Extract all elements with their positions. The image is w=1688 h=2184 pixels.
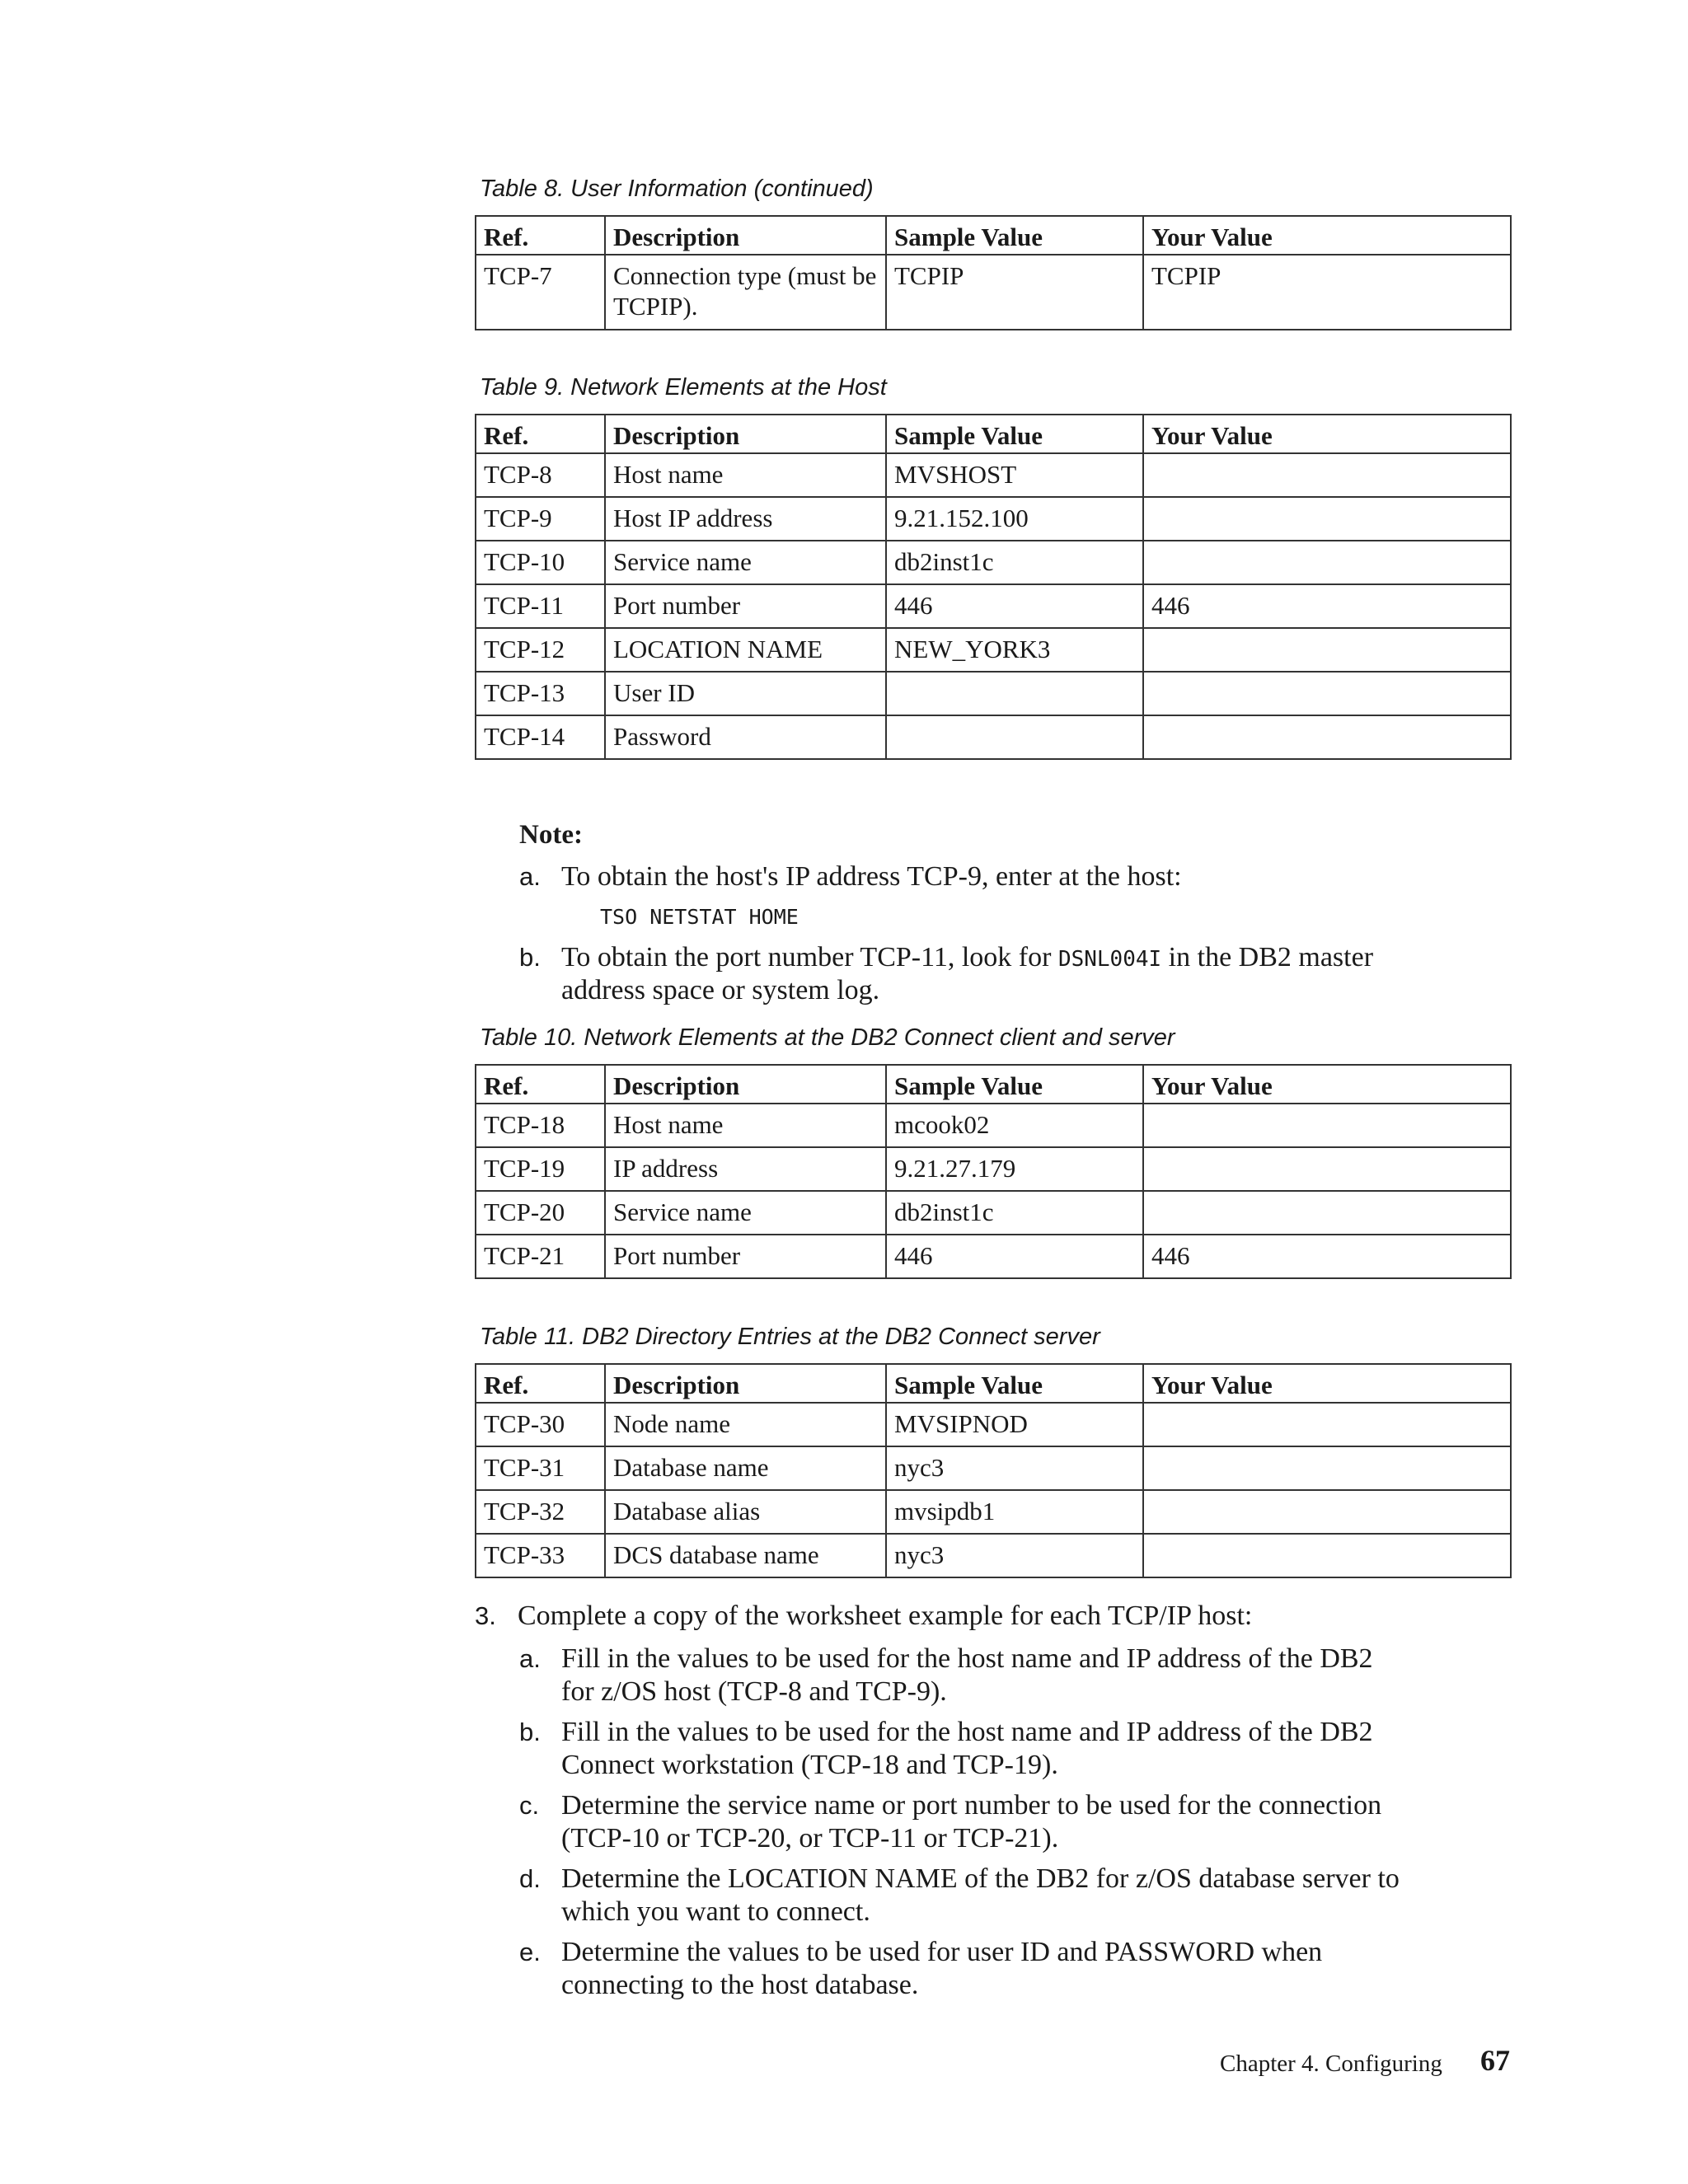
cell-your-value xyxy=(1143,1403,1511,1446)
cell-ref: TCP-14 xyxy=(476,715,605,759)
cell-sample-value: mvsipdb1 xyxy=(886,1490,1143,1534)
cell-ref: TCP-13 xyxy=(476,672,605,715)
table-11-caption: Table 11. DB2 Directory Entries at the DB2 Connect server xyxy=(480,1324,1100,1350)
step-3c-marker: c. xyxy=(519,1791,540,1820)
cell-description: Node name xyxy=(605,1403,886,1446)
cell-ref: TCP-19 xyxy=(476,1147,605,1191)
header-sample-value: Sample Value xyxy=(886,415,1143,453)
table-9-caption: Table 9. Network Elements at the Host xyxy=(480,374,887,401)
cell-sample-value: nyc3 xyxy=(886,1534,1143,1577)
note-b-line2: address space or system log. xyxy=(561,975,880,1005)
cell-sample-value: NEW_YORK3 xyxy=(886,628,1143,672)
step-3d-line2: which you want to connect. xyxy=(561,1896,870,1927)
table-row xyxy=(476,1235,1511,1278)
cell-your-value xyxy=(1143,1534,1511,1577)
step-3-text: Complete a copy of the worksheet example for each TCP/IP host: xyxy=(518,1601,1253,1631)
cell-sample-value: db2inst1c xyxy=(886,541,1143,584)
header-ref: Ref. xyxy=(476,1364,605,1403)
cell-sample-value: 446 xyxy=(886,584,1143,628)
cell-description: Password xyxy=(605,715,886,759)
table-row xyxy=(476,541,1511,584)
cell-sample-value: nyc3 xyxy=(886,1446,1143,1490)
page-number: 67 xyxy=(1480,2044,1510,2077)
step-3a-line2: for z/OS host (TCP-8 and TCP-9). xyxy=(561,1676,947,1707)
step-3b-line2: Connect workstation (TCP-18 and TCP-19). xyxy=(561,1750,1058,1780)
cell-description: Service name xyxy=(605,1191,886,1235)
table-row xyxy=(476,1490,1511,1534)
cell-ref: TCP-8 xyxy=(476,453,605,497)
step-3b-line1: Fill in the values to be used for the host name and IP address of the DB2 xyxy=(561,1717,1373,1747)
header-sample-value: Sample Value xyxy=(886,1065,1143,1104)
cell-description: Database alias xyxy=(605,1490,886,1534)
cell-your-value xyxy=(1143,715,1511,759)
table-row xyxy=(476,453,1511,497)
header-sample-value: Sample Value xyxy=(886,1364,1143,1403)
header-ref: Ref. xyxy=(476,216,605,255)
cell-sample-value: db2inst1c xyxy=(886,1191,1143,1235)
header-description: Description xyxy=(605,1065,886,1104)
table-8-caption: Table 8. User Information (continued) xyxy=(480,176,874,202)
step-3b-marker: b. xyxy=(519,1718,541,1746)
cell-your-value xyxy=(1143,672,1511,715)
table-row xyxy=(476,715,1511,759)
note-a-marker: a. xyxy=(519,862,541,891)
step-3c-line1: Determine the service name or port number to be used for the connection xyxy=(561,1790,1382,1821)
table-header-row xyxy=(476,415,1511,453)
cell-sample-value: 9.21.152.100 xyxy=(886,497,1143,541)
cell-sample-value: MVSIPNOD xyxy=(886,1403,1143,1446)
cell-description: Port number xyxy=(605,1235,886,1278)
cell-description: Connection type (must be TCPIP). xyxy=(605,255,886,330)
table-row xyxy=(476,628,1511,672)
cell-your-value xyxy=(1143,1147,1511,1191)
header-your-value: Your Value xyxy=(1143,415,1511,453)
step-3d-line1: Determine the LOCATION NAME of the DB2 for z/OS database server to xyxy=(561,1863,1400,1894)
note-a-code: TSO NETSTAT HOME xyxy=(600,905,799,929)
step-3e-line1: Determine the values to be used for user ID and PASSWORD when xyxy=(561,1937,1323,1967)
cell-your-value xyxy=(1143,1490,1511,1534)
cell-your-value: 446 xyxy=(1143,1235,1511,1278)
table-row xyxy=(476,255,1511,330)
table-header-row xyxy=(476,1065,1511,1104)
footer-chapter: Chapter 4. Configuring xyxy=(1220,2050,1442,2077)
note-b-text-before: To obtain the port number TCP-11, look for xyxy=(561,942,1058,972)
header-sample-value: Sample Value xyxy=(886,216,1143,255)
cell-description: LOCATION NAME xyxy=(605,628,886,672)
cell-description: Port number xyxy=(605,584,886,628)
step-3d-marker: d. xyxy=(519,1864,541,1893)
header-your-value: Your Value xyxy=(1143,1065,1511,1104)
note-b-text xyxy=(561,940,1373,977)
table-row xyxy=(476,1446,1511,1490)
table-row xyxy=(476,497,1511,541)
cell-sample-value: mcook02 xyxy=(886,1104,1143,1147)
cell-ref: TCP-18 xyxy=(476,1104,605,1147)
cell-description: DCS database name xyxy=(605,1534,886,1577)
table-row xyxy=(476,1403,1511,1446)
cell-sample-value xyxy=(886,715,1143,759)
table-10-network-elements-client-server xyxy=(475,1064,1512,1279)
table-row xyxy=(476,584,1511,628)
note-a-text: To obtain the host's IP address TCP-9, enter at the host: xyxy=(561,861,1182,892)
cell-ref: TCP-21 xyxy=(476,1235,605,1278)
cell-ref: TCP-7 xyxy=(476,255,605,330)
note-label: Note: xyxy=(519,820,583,850)
table-10-caption: Table 10. Network Elements at the DB2 Connect client and server xyxy=(480,1024,1175,1051)
cell-description: Host IP address xyxy=(605,497,886,541)
table-9-network-elements-host xyxy=(475,414,1512,760)
cell-your-value xyxy=(1143,628,1511,672)
cell-your-value xyxy=(1143,1104,1511,1147)
table-11-db2-directory-entries xyxy=(475,1363,1512,1578)
cell-your-value xyxy=(1143,453,1511,497)
table-row xyxy=(476,1147,1511,1191)
table-row xyxy=(476,1534,1511,1577)
header-ref: Ref. xyxy=(476,1065,605,1104)
table-row xyxy=(476,672,1511,715)
step-3a-line1: Fill in the values to be used for the host name and IP address of the DB2 xyxy=(561,1643,1373,1674)
step-3c-line2: (TCP-10 or TCP-20, or TCP-11 or TCP-21). xyxy=(561,1823,1059,1854)
table-row xyxy=(476,1104,1511,1147)
note-b-text-after: in the DB2 master xyxy=(1161,942,1374,972)
note-b-code: DSNL004I xyxy=(1057,947,1162,972)
cell-description: Host name xyxy=(605,1104,886,1147)
cell-sample-value: 9.21.27.179 xyxy=(886,1147,1143,1191)
table-8-user-information xyxy=(475,215,1512,330)
cell-your-value: 446 xyxy=(1143,584,1511,628)
table-row xyxy=(476,1191,1511,1235)
cell-your-value xyxy=(1143,1191,1511,1235)
table-header-row xyxy=(476,1364,1511,1403)
header-ref: Ref. xyxy=(476,415,605,453)
cell-sample-value: 446 xyxy=(886,1235,1143,1278)
cell-ref: TCP-11 xyxy=(476,584,605,628)
step-3e-marker: e. xyxy=(519,1938,541,1966)
cell-ref: TCP-12 xyxy=(476,628,605,672)
header-description: Description xyxy=(605,216,886,255)
cell-ref: TCP-33 xyxy=(476,1534,605,1577)
cell-sample-value xyxy=(886,672,1143,715)
header-your-value: Your Value xyxy=(1143,216,1511,255)
header-description: Description xyxy=(605,415,886,453)
cell-description: User ID xyxy=(605,672,886,715)
cell-ref: TCP-10 xyxy=(476,541,605,584)
cell-ref: TCP-31 xyxy=(476,1446,605,1490)
cell-ref: TCP-30 xyxy=(476,1403,605,1446)
cell-description: Database name xyxy=(605,1446,886,1490)
note-b-marker: b. xyxy=(519,943,541,972)
cell-description: Service name xyxy=(605,541,886,584)
cell-ref: TCP-32 xyxy=(476,1490,605,1534)
step-3-marker: 3. xyxy=(475,1601,496,1630)
step-3e-line2: connecting to the host database. xyxy=(561,1970,919,2000)
cell-ref: TCP-20 xyxy=(476,1191,605,1235)
cell-sample-value: TCPIP xyxy=(886,255,1143,330)
cell-sample-value: MVSHOST xyxy=(886,453,1143,497)
cell-your-value xyxy=(1143,1446,1511,1490)
cell-ref: TCP-9 xyxy=(476,497,605,541)
table-header-row xyxy=(476,216,1511,255)
step-3a-marker: a. xyxy=(519,1644,541,1673)
cell-description: Host name xyxy=(605,453,886,497)
header-description: Description xyxy=(605,1364,886,1403)
cell-description: IP address xyxy=(605,1147,886,1191)
cell-your-value xyxy=(1143,541,1511,584)
cell-your-value: TCPIP xyxy=(1143,255,1511,330)
cell-your-value xyxy=(1143,497,1511,541)
header-your-value: Your Value xyxy=(1143,1364,1511,1403)
